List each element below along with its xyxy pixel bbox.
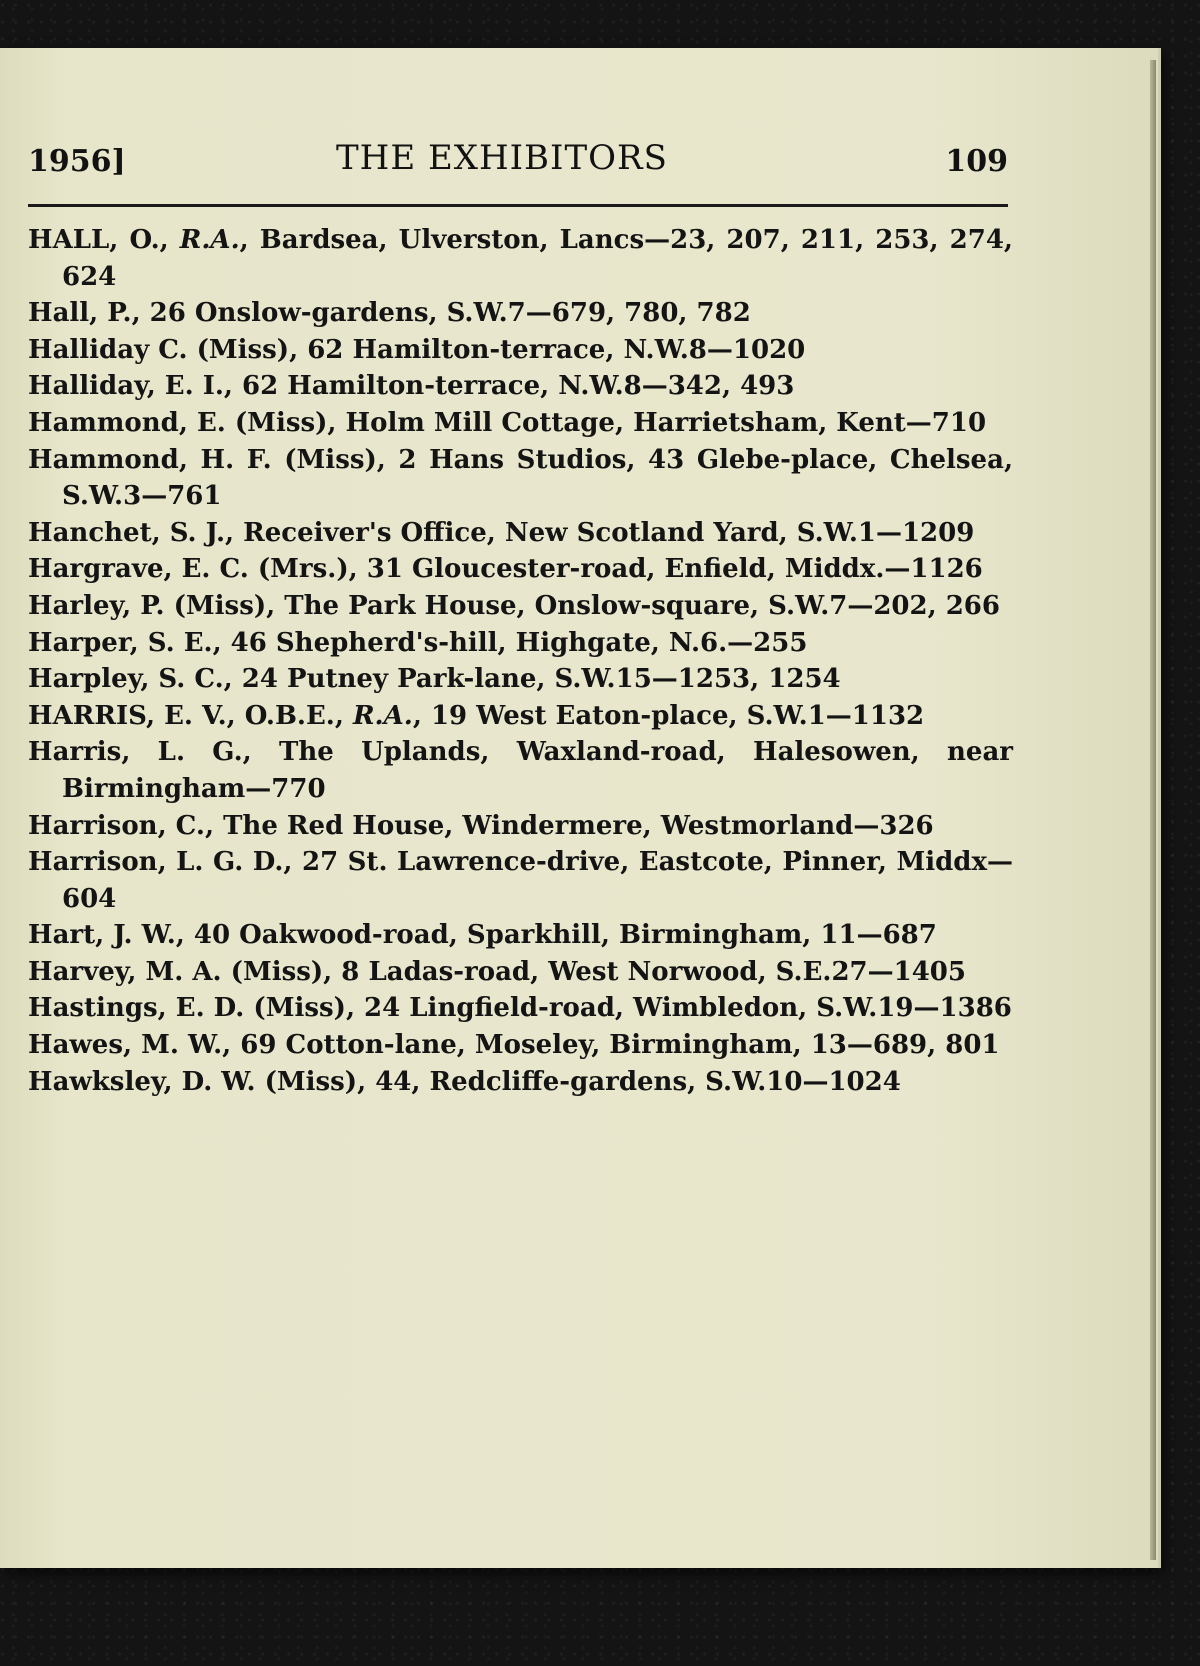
exhibitor-name: Harrison, L. G. D., bbox=[28, 847, 302, 878]
exhibitor-name: Hall, P., bbox=[28, 298, 150, 329]
exhibitor-entry bbox=[28, 368, 1013, 405]
exhibitor-name: Harpley, S. C., bbox=[28, 664, 242, 695]
exhibitor-name: HALL, O., bbox=[28, 225, 180, 255]
exhibitor-name: Hawes, M. W., bbox=[28, 1030, 241, 1061]
exhibitor-entry bbox=[28, 588, 1013, 625]
running-head-year: 1956] bbox=[28, 144, 126, 179]
header-rule bbox=[28, 204, 1008, 207]
exhibitor-entry bbox=[28, 551, 1013, 588]
exhibitor-entry bbox=[28, 625, 1013, 662]
exhibitor-details: Holm Mill Cottage, Harrietsham, Kent—710 bbox=[345, 407, 987, 438]
exhibitor-name: Hammond, H. F. (Miss), bbox=[28, 444, 399, 475]
exhibitor-name: Hargrave, E. C. (Mrs.), bbox=[28, 554, 367, 585]
exhibitor-details: , Bardsea, Ulverston, Lancs—23, 207, 211, 253, 274, 624 bbox=[62, 225, 1013, 292]
exhibitor-entry bbox=[28, 917, 1013, 954]
exhibitor-entry bbox=[28, 954, 1013, 991]
exhibitor-entry bbox=[28, 808, 1013, 845]
exhibitor-details: 44, Redcliffe-gardens, S.W.10—1024 bbox=[375, 1066, 901, 1097]
exhibitor-name: Harrison, C., bbox=[28, 810, 224, 841]
exhibitor-name: Harvey, M. A. (Miss), bbox=[28, 956, 342, 987]
exhibitor-name: Harris, L. G., bbox=[28, 737, 279, 768]
exhibitor-details: , 19 West Eaton-place, S.W.1—1132 bbox=[412, 700, 925, 731]
exhibitor-name: Hart, J. W., bbox=[28, 920, 194, 951]
exhibitor-entry bbox=[28, 1064, 1013, 1101]
exhibitor-entry bbox=[28, 990, 1013, 1027]
exhibitor-name: Hanchet, S. J., bbox=[28, 517, 244, 548]
exhibitor-entry bbox=[28, 295, 1013, 332]
exhibitor-details: 46 Shepherd's-hill, Highgate, N.6.—255 bbox=[230, 627, 808, 658]
exhibitor-details: The Park House, Onslow-square, S.W.7—202, 266 bbox=[284, 590, 1000, 621]
exhibitor-entry bbox=[28, 844, 1013, 917]
exhibitor-name: Halliday C. (Miss), bbox=[28, 334, 308, 365]
exhibitor-honour: R.A. bbox=[179, 225, 240, 255]
exhibitor-entry bbox=[28, 442, 1013, 515]
exhibitor-details: 26 Onslow-gardens, S.W.7—679, 780, 782 bbox=[149, 298, 751, 329]
running-head-title: THE EXHIBITORS bbox=[336, 138, 668, 178]
exhibitor-list bbox=[28, 222, 1013, 1100]
exhibitor-name: Harley, P. (Miss), bbox=[28, 590, 285, 621]
exhibitor-details: 62 Hamilton-terrace, N.W.8—1020 bbox=[307, 334, 806, 365]
exhibitor-details: The Uplands, Waxland-road, Halesowen, near Birmingham—770 bbox=[62, 737, 1013, 804]
page-edge bbox=[1150, 60, 1156, 1560]
exhibitor-entry bbox=[28, 661, 1013, 698]
exhibitor-name: Hammond, E. (Miss), bbox=[28, 407, 346, 438]
page-number: 109 bbox=[945, 144, 1008, 179]
exhibitor-entry bbox=[28, 405, 1013, 442]
exhibitor-details: Receiver's Office, New Scotland Yard, S.W.1—1209 bbox=[243, 517, 975, 548]
exhibitor-details: 2 Hans Studios, 43 Glebe-place, Chelsea, S.W.3—761 bbox=[62, 444, 1013, 512]
exhibitor-details: The Red House, Windermere, Westmorland—326 bbox=[223, 810, 934, 841]
exhibitor-details: 8 Ladas-road, West Norwood, S.E.27—1405 bbox=[341, 956, 966, 987]
exhibitor-name: HARRIS, E. V., O.B.E., bbox=[28, 700, 353, 731]
exhibitor-entry bbox=[28, 734, 1013, 807]
exhibitor-entry bbox=[28, 698, 1013, 735]
exhibitor-details: 62 Hamilton-terrace, N.W.8—342, 493 bbox=[242, 371, 795, 402]
exhibitor-name: Hastings, E. D. (Miss), bbox=[28, 993, 365, 1024]
exhibitor-entry bbox=[28, 515, 1013, 552]
exhibitor-honour: R.A. bbox=[352, 700, 413, 731]
exhibitor-details: 27 St. Lawrence-drive, Eastcote, Pinner, Middx—604 bbox=[62, 847, 1013, 914]
exhibitor-entry bbox=[28, 1027, 1013, 1064]
running-head bbox=[28, 138, 1008, 184]
exhibitor-entry bbox=[28, 332, 1013, 369]
exhibitor-details: 69 Cotton-lane, Moseley, Birmingham, 13—689, 801 bbox=[240, 1030, 1000, 1061]
exhibitor-name: Hawksley, D. W. (Miss), bbox=[28, 1066, 376, 1097]
exhibitor-details: 24 Lingfield-road, Wimbledon, S.W.19—1386 bbox=[364, 993, 1012, 1024]
exhibitor-details: 24 Putney Park-lane, S.W.15—1253, 1254 bbox=[241, 664, 841, 695]
exhibitor-name: Halliday, E. I., bbox=[28, 371, 243, 402]
exhibitor-name: Harper, S. E., bbox=[28, 627, 231, 658]
exhibitor-entry bbox=[28, 222, 1013, 295]
exhibitor-details: 31 Gloucester-road, Enfield, Middx.—1126 bbox=[366, 554, 983, 585]
exhibitor-details: 40 Oakwood-road, Sparkhill, Birmingham, 11—687 bbox=[193, 920, 937, 951]
